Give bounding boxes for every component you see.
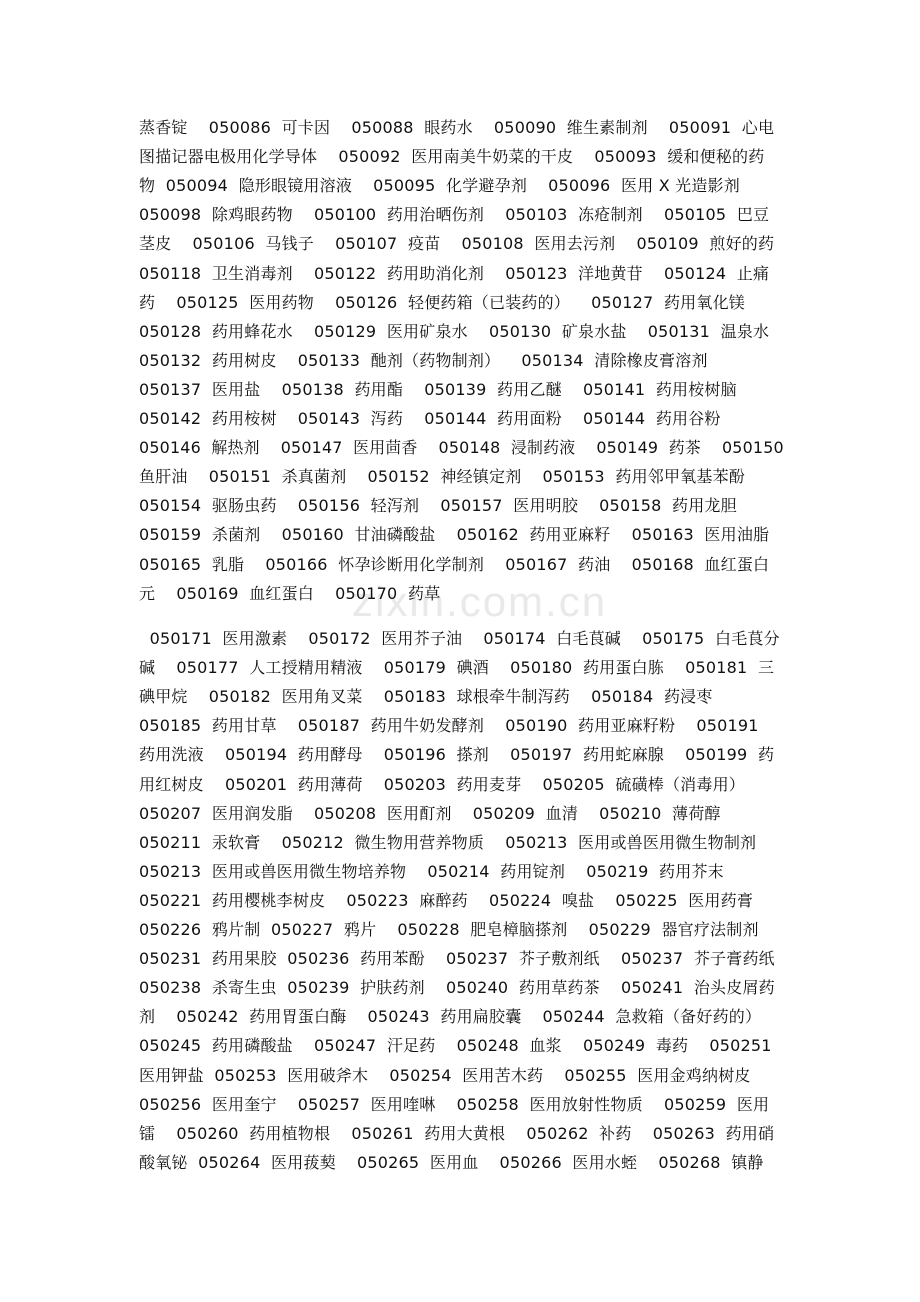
text-line: 鱼肝油 050151 杀真菌剂 050152 神经镇定剂 050153 药用邻甲氧基苯酚 [139, 467, 745, 487]
text-line: 050226 鸦片制 050227 鸦片 050228 肥皂樟脑搽剂 050229 器官疗法制剂 [139, 920, 759, 939]
text-line: 050221 药用樱桃李树皮 050223 麻醉药 050224 嗅盐 050225 医用药膏 [139, 890, 754, 910]
text-line: 物 050094 隐形眼镜用溶液 050095 化学避孕剂 050096 医用 X 光造影剂 [139, 176, 740, 196]
text-line: 茎皮 050106 马钱子 050107 疫苗 050108 医用去污剂 050109 煎好的药 [139, 234, 775, 254]
text-line: 图描记器电极用化学导体 050092 医用南美牛奶菜的干皮 050093 缓和便秘的药 [139, 147, 765, 167]
text-line: 050256 医用奎宁 050257 医用喹啉 050258 医用放射性物质 050259 医用 [139, 1094, 770, 1114]
text-line: 药 050125 医用药物 050126 轻便药箱（已装药的） 050127 药用氧化镁 [139, 292, 745, 312]
text-line: 050213 医用或兽医用微生物培养物 050214 药用锭剂 050219 药用芥末 [139, 861, 724, 881]
text-line: 050118 卫生消毒剂 050122 药用助消化剂 050123 洋地黄苷 050124 止痛 [139, 263, 770, 283]
text-line: 050245 药用磷酸盐 050247 汗足药 050248 血浆 050249 毒药 050251 [139, 1036, 772, 1056]
text-line: 050171 医用激素 050172 医用芥子油 050174 白毛茛碱 050175 白毛茛分 [139, 629, 780, 648]
text-line: 050211 汞软膏 050212 微生物用营养物质 050213 医用或兽医用微生物制剂 [139, 832, 757, 852]
text-line: 050132 药用树皮 050133 酏剂（药物制剂） 050134 清除橡皮膏溶剂 [139, 350, 708, 370]
watermark: zixin.com.cn [352, 578, 608, 625]
text-line: 050137 医用盐 050138 药用酯 050139 药用乙醚 050141 药用桉树脑 [139, 379, 737, 399]
text-line: 剂 050242 药用胃蛋白酶 050243 药用扁胶囊 050244 急救箱（备好药的） [139, 1007, 762, 1027]
text-line: 镭 050260 药用植物根 050261 药用大黄根 050262 补药 050263 药用硝 [139, 1123, 775, 1143]
text-line: 050185 药用甘草 050187 药用牛奶发酵剂 050190 药用亚麻籽粉 050191 [139, 716, 759, 736]
text-line: 医用钾盐 050253 医用破斧木 050254 医用苦木药 050255 医用金鸡纳树皮 [139, 1065, 751, 1085]
text-line: 050207 医用润发脂 050208 医用酊剂 050209 血清 050210 薄荷醇 [139, 803, 721, 823]
text-line: 050165 乳脂 050166 怀孕诊断用化学制剂 050167 药油 050168 血红蛋白 [139, 554, 770, 574]
text-line: 碘甲烷 050182 医用角叉菜 050183 球根牵牛制泻药 050184 药浸枣 [139, 687, 713, 707]
text-line: 050154 驱肠虫药 050156 轻泻剂 050157 医用明胶 050158 药用龙胆 [139, 496, 737, 516]
text-line: 050159 杀菌剂 050160 甘油磷酸盐 050162 药用亚麻籽 050163 医用油脂 [139, 525, 770, 545]
text-line: 050128 药用蜂花水 050129 医用矿泉水 050130 矿泉水盐 050131 温泉水 [139, 321, 770, 341]
text-line: 碱 050177 人工授精用精液 050179 碘酒 050180 药用蛋白胨 050181 三 [139, 658, 775, 678]
text-line: 050142 药用桉树 050143 泻药 050144 药用面粉 050144 药用谷粉 [139, 409, 721, 428]
text-line: 050238 杀寄生虫 050239 护肤药剂 050240 药用草药茶 050241 治头皮屑药 [139, 978, 775, 998]
text-line: 用红树皮 050201 药用薄荷 050203 药用麦芽 050205 硫磺棒（消毒用） [139, 774, 745, 794]
text-line: 050231 药用果胶 050236 药用苯酚 050237 芥子敷剂纸 050237 芥子膏药纸 [139, 949, 775, 969]
text-line: 药用洗液 050194 药用酵母 050196 搽剂 050197 药用蛇麻腺 050199 药 [139, 745, 775, 765]
text-line: 蒸香锭 050086 可卡因 050088 眼药水 050090 维生素制剂 050091 心电 [139, 118, 775, 137]
text-line: 元 050169 血红蛋白 050170 药草 [139, 583, 441, 603]
text-line: 050098 除鸡眼药物 050100 药用治晒伤剂 050103 冻疮制剂 050105 巴豆 [139, 205, 770, 225]
text-line: 酸氧铋 050264 医用菝葜 050265 医用血 050266 医用水蛭 050268 镇静 [139, 1152, 764, 1172]
text-line: 050146 解热剂 050147 医用茴香 050148 浸制药液 050149 药茶 050150 [139, 438, 784, 458]
